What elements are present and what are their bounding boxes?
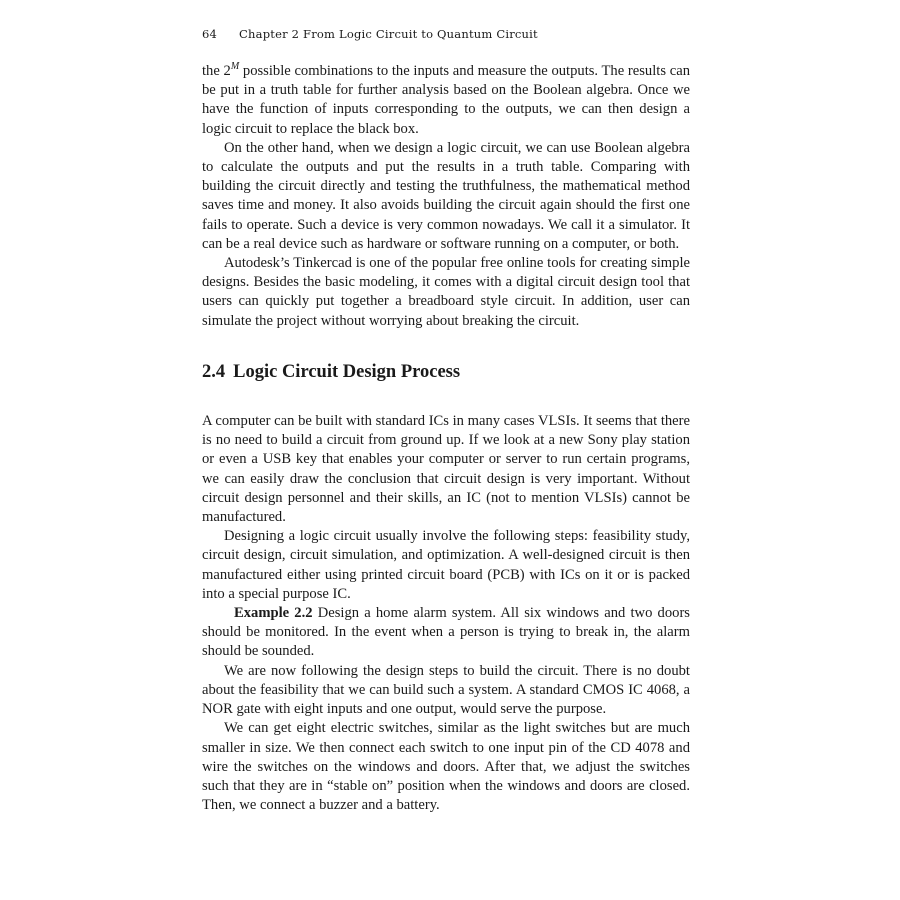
chapter-title: Chapter 2 From Logic Circuit to Quantum Circuit: [239, 27, 538, 41]
paragraph-3: Autodesk’s Tinkercad is one of the popular free online tools for creating simple designs. Besides the basic modeling, it comes with a digital circuit design tool that users can quickly put together a breadboard style circuit. In addition, user can simulate the project without worrying about breaking the circuit.: [202, 255, 690, 329]
section-title: Logic Circuit Design Process: [233, 361, 461, 382]
superscript-m: M: [230, 61, 240, 72]
paragraph-5: Designing a logic circuit usually involve the following steps: feasibility study, circuit design, circuit simulation, and optimization. A well-designed circuit is then manufactured either using printed circuit board (PCB) with ICs on it or is packed into a special purpose IC.: [202, 528, 690, 602]
section-heading: [202, 363, 690, 382]
example-text: Design a home alarm system. All six windows and two doors should be monitored. In the event when a person is trying to break in, the alarm should be sounded.: [202, 605, 690, 660]
paragraph-4: A computer can be built with standard ICs in many cases VLSIs. It seems that there is no need to build a circuit from ground up. If we look at a new Sony play station or even a USB key that enables your computer or server to run certain programs, we can easily draw the conclusion that circuit design is very important. Without circuit design personnel and their skills, an IC (not to mention VLSIs) cannot be manufactured.: [202, 413, 690, 526]
paragraph-1-rest: possible combinations to the inputs and measure the outputs. The results can be put in a truth table for further analysis based on the Boolean algebra. Once we have the function of inputs corresponding to the outputs, we can then design a logic circuit to replace the black box.: [202, 63, 690, 137]
paragraph-2: On the other hand, when we design a logic circuit, we can use Boolean algebra to calculate the outputs and put the results in a truth table. Comparing with building the circuit directly and testing the truthfulness, the mathematical method saves time and money. It also avoids building the circuit again should the first one fails to operate. Such a device is very common nowadays. We call it a simulator. It can be a real device such as hardware or software running on a computer, or both.: [202, 139, 690, 252]
paragraph-8: We can get eight electric switches, similar as the light switches but are much smaller in size. We then connect each switch to one input pin of the CD 4078 and wire the switches on the windows and doors. After that, we adjust the switches such that they are in “stable on” position when the windows and doors are closed. Then, we connect a buzzer and a battery.: [202, 720, 690, 814]
running-header: [202, 27, 538, 41]
body-text: [202, 57, 690, 815]
example-label: Example 2.2: [234, 605, 313, 622]
section-number: 2.4: [202, 361, 226, 382]
paragraph-1-start: the 2: [202, 63, 231, 79]
paragraph-7: We are now following the design steps to build the circuit. There is no doubt about the feasibility that we can build such a system. A standard CMOS IC 4068, a NOR gate with eight inputs and one output, would serve the purpose.: [202, 662, 690, 718]
paragraph-1: [202, 57, 690, 139]
page-number: 64: [202, 27, 218, 41]
example-paragraph: [202, 604, 690, 662]
